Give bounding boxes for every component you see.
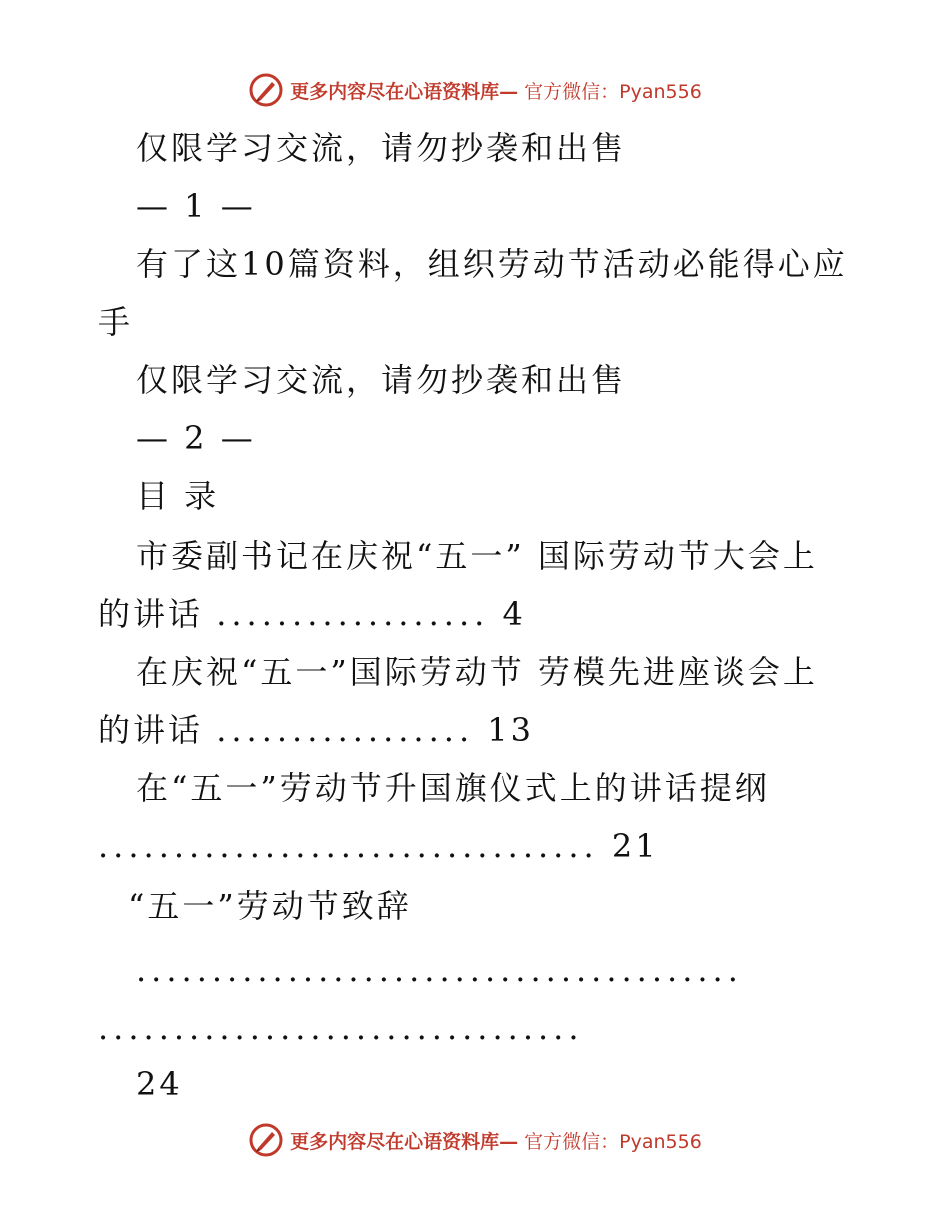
- quill-logo-icon: [248, 1122, 284, 1158]
- toc-entry-title: 的讲话: [98, 595, 204, 633]
- header-banner: [0, 70, 950, 110]
- banner-main-text: 更多内容尽在心语资料库—: [290, 80, 519, 103]
- toc-entry-line: [98, 710, 534, 750]
- toc-page-number: 4: [502, 595, 526, 633]
- page-number: — 1 —: [136, 187, 256, 225]
- notice-line: 仅限学习交流，请勿抄袭和出售: [136, 361, 627, 399]
- toc-entry-title: 市委副书记在庆祝“五一” 国际劳动节大会上: [136, 537, 818, 575]
- toc-entry-title: 在“五一”劳动节升国旗仪式上的讲话提纲: [136, 769, 770, 807]
- document-title: 有了这10篇资料，组织劳动节活动必能得心应: [136, 245, 848, 283]
- toc-entry-line: [98, 826, 659, 866]
- toc-dot-leader: ................................: [98, 1009, 584, 1047]
- page-number: — 2 —: [136, 419, 256, 457]
- quill-logo-icon: [248, 72, 284, 108]
- toc-dot-leader: .................: [216, 711, 475, 749]
- toc-dot-leader: ........................................: [136, 951, 743, 989]
- toc-entry-line: [98, 594, 526, 634]
- toc-entry-title: “五一”劳动节致辞: [128, 887, 412, 925]
- toc-dot-leader: ..................: [216, 595, 490, 633]
- toc-page-number: 24: [136, 1065, 183, 1103]
- banner-contact-text: 官方微信：Pyan556: [524, 1130, 702, 1153]
- footer-banner: [0, 1120, 950, 1160]
- toc-page-number: 13: [487, 711, 534, 749]
- notice-line: 仅限学习交流，请勿抄袭和出售: [136, 129, 627, 167]
- toc-entry-title: 的讲话: [98, 711, 204, 749]
- toc-heading: 目 录: [136, 477, 220, 515]
- toc-page-number: 21: [611, 827, 659, 865]
- document-title-continued: 手: [98, 303, 134, 341]
- banner-contact-text: 官方微信：Pyan556: [524, 80, 702, 103]
- toc-dot-leader: .................................: [98, 827, 599, 865]
- banner-main-text: 更多内容尽在心语资料库—: [290, 1130, 519, 1153]
- toc-entry-title: 在庆祝“五一”国际劳动节 劳模先进座谈会上: [136, 653, 818, 691]
